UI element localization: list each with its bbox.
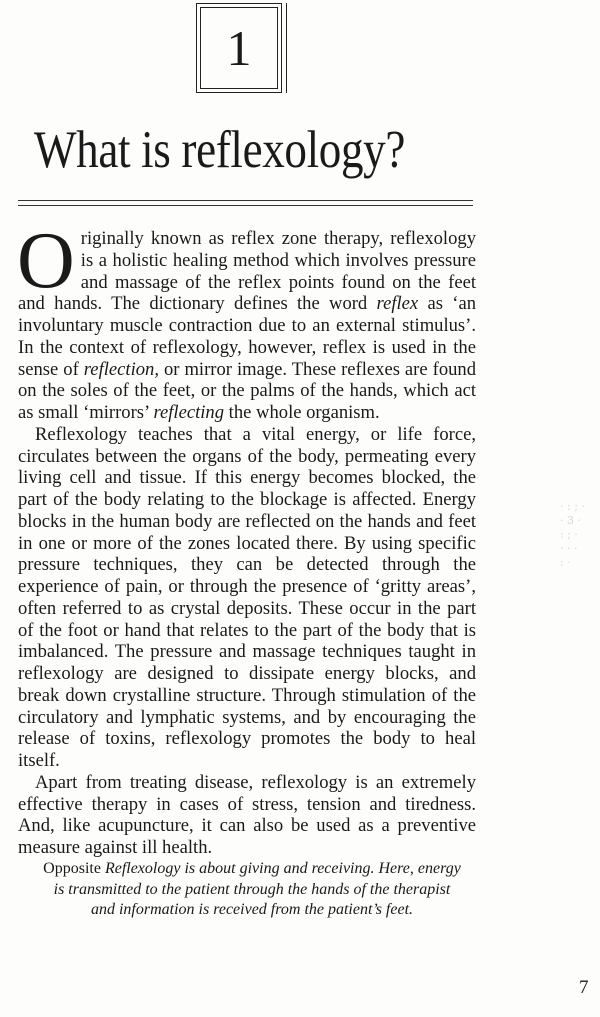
caption-text: Reflexology is about giving and receiving. Here, energy is transmitted to the patient through the hands of the therapist and information is received from the patient’s feet.: [53, 860, 461, 918]
chapter-title: What is reflexology?: [34, 121, 405, 179]
chapter-number: 1: [200, 7, 278, 89]
body-text: [17, 217, 477, 859]
text-run: the whole organism.: [224, 402, 380, 423]
paragraph-2: Reflexology teaches that a vital energy, or life force, circulates between the organs of the body, permeating every living cell and tissue. If this energy becomes blocked, the part of the body relating to the blockage is affected. Energy blocks in the human body are reflected on the hands and feet in one or more of the zones located there. By using specific pressure techniques, they can be detected through the experience of pain, or through the presence of ‘gritty areas’, often referred to as crystal deposits. These occur in the part of the foot or hand that relates to the part of the body that is imbalanced. The pressure and massage techniques taught in reflexology are designed to dissipate energy blocks, and break down crystalline structure. Through stimulation of the circulatory and lymphatic systems, and by encouraging the release of toxins, reflexology promotes the body to heal itself.: [18, 423, 476, 771]
page-number: 7: [579, 977, 589, 998]
paragraph-1-text: [17, 217, 477, 423]
show-through-marks: · : ; · · 3 · : ; · · · · : ·: [560, 500, 585, 569]
italic-term: reflex: [376, 293, 419, 315]
italic-term: reflecting: [153, 402, 225, 423]
drop-cap: O: [17, 217, 75, 305]
caption-label: Opposite: [43, 860, 101, 877]
paragraph-1: [17, 217, 477, 424]
text-run: riginally known as reflex zone therapy, reflexology is a holistic healing method which involves pressure and massage of the reflex points found on the feet and hands. The dictionary defines the word: [18, 228, 476, 315]
title-rule-top: [18, 200, 473, 201]
paragraph-3: Apart from treating disease, reflexology is an extremely effective therapy in cases of stress, tension and tiredness. And, like acupuncture, it can also be used as a preventive measure against ill health.: [18, 771, 476, 858]
italic-term: reflection,: [83, 358, 159, 380]
title-rule-bottom: [18, 205, 473, 206]
text-run: as ‘an involuntary muscle contraction due to an external stimulus’. In the context of reflexology, however, reflex is used in the sense of: [18, 293, 476, 380]
text-run: or mirror image. These reflexes are found on the soles of the feet, or the palms of the hands, which act as small ‘mirrors’: [18, 358, 477, 423]
chapter-number-frame-edge: [286, 3, 287, 93]
image-caption: [42, 859, 462, 921]
